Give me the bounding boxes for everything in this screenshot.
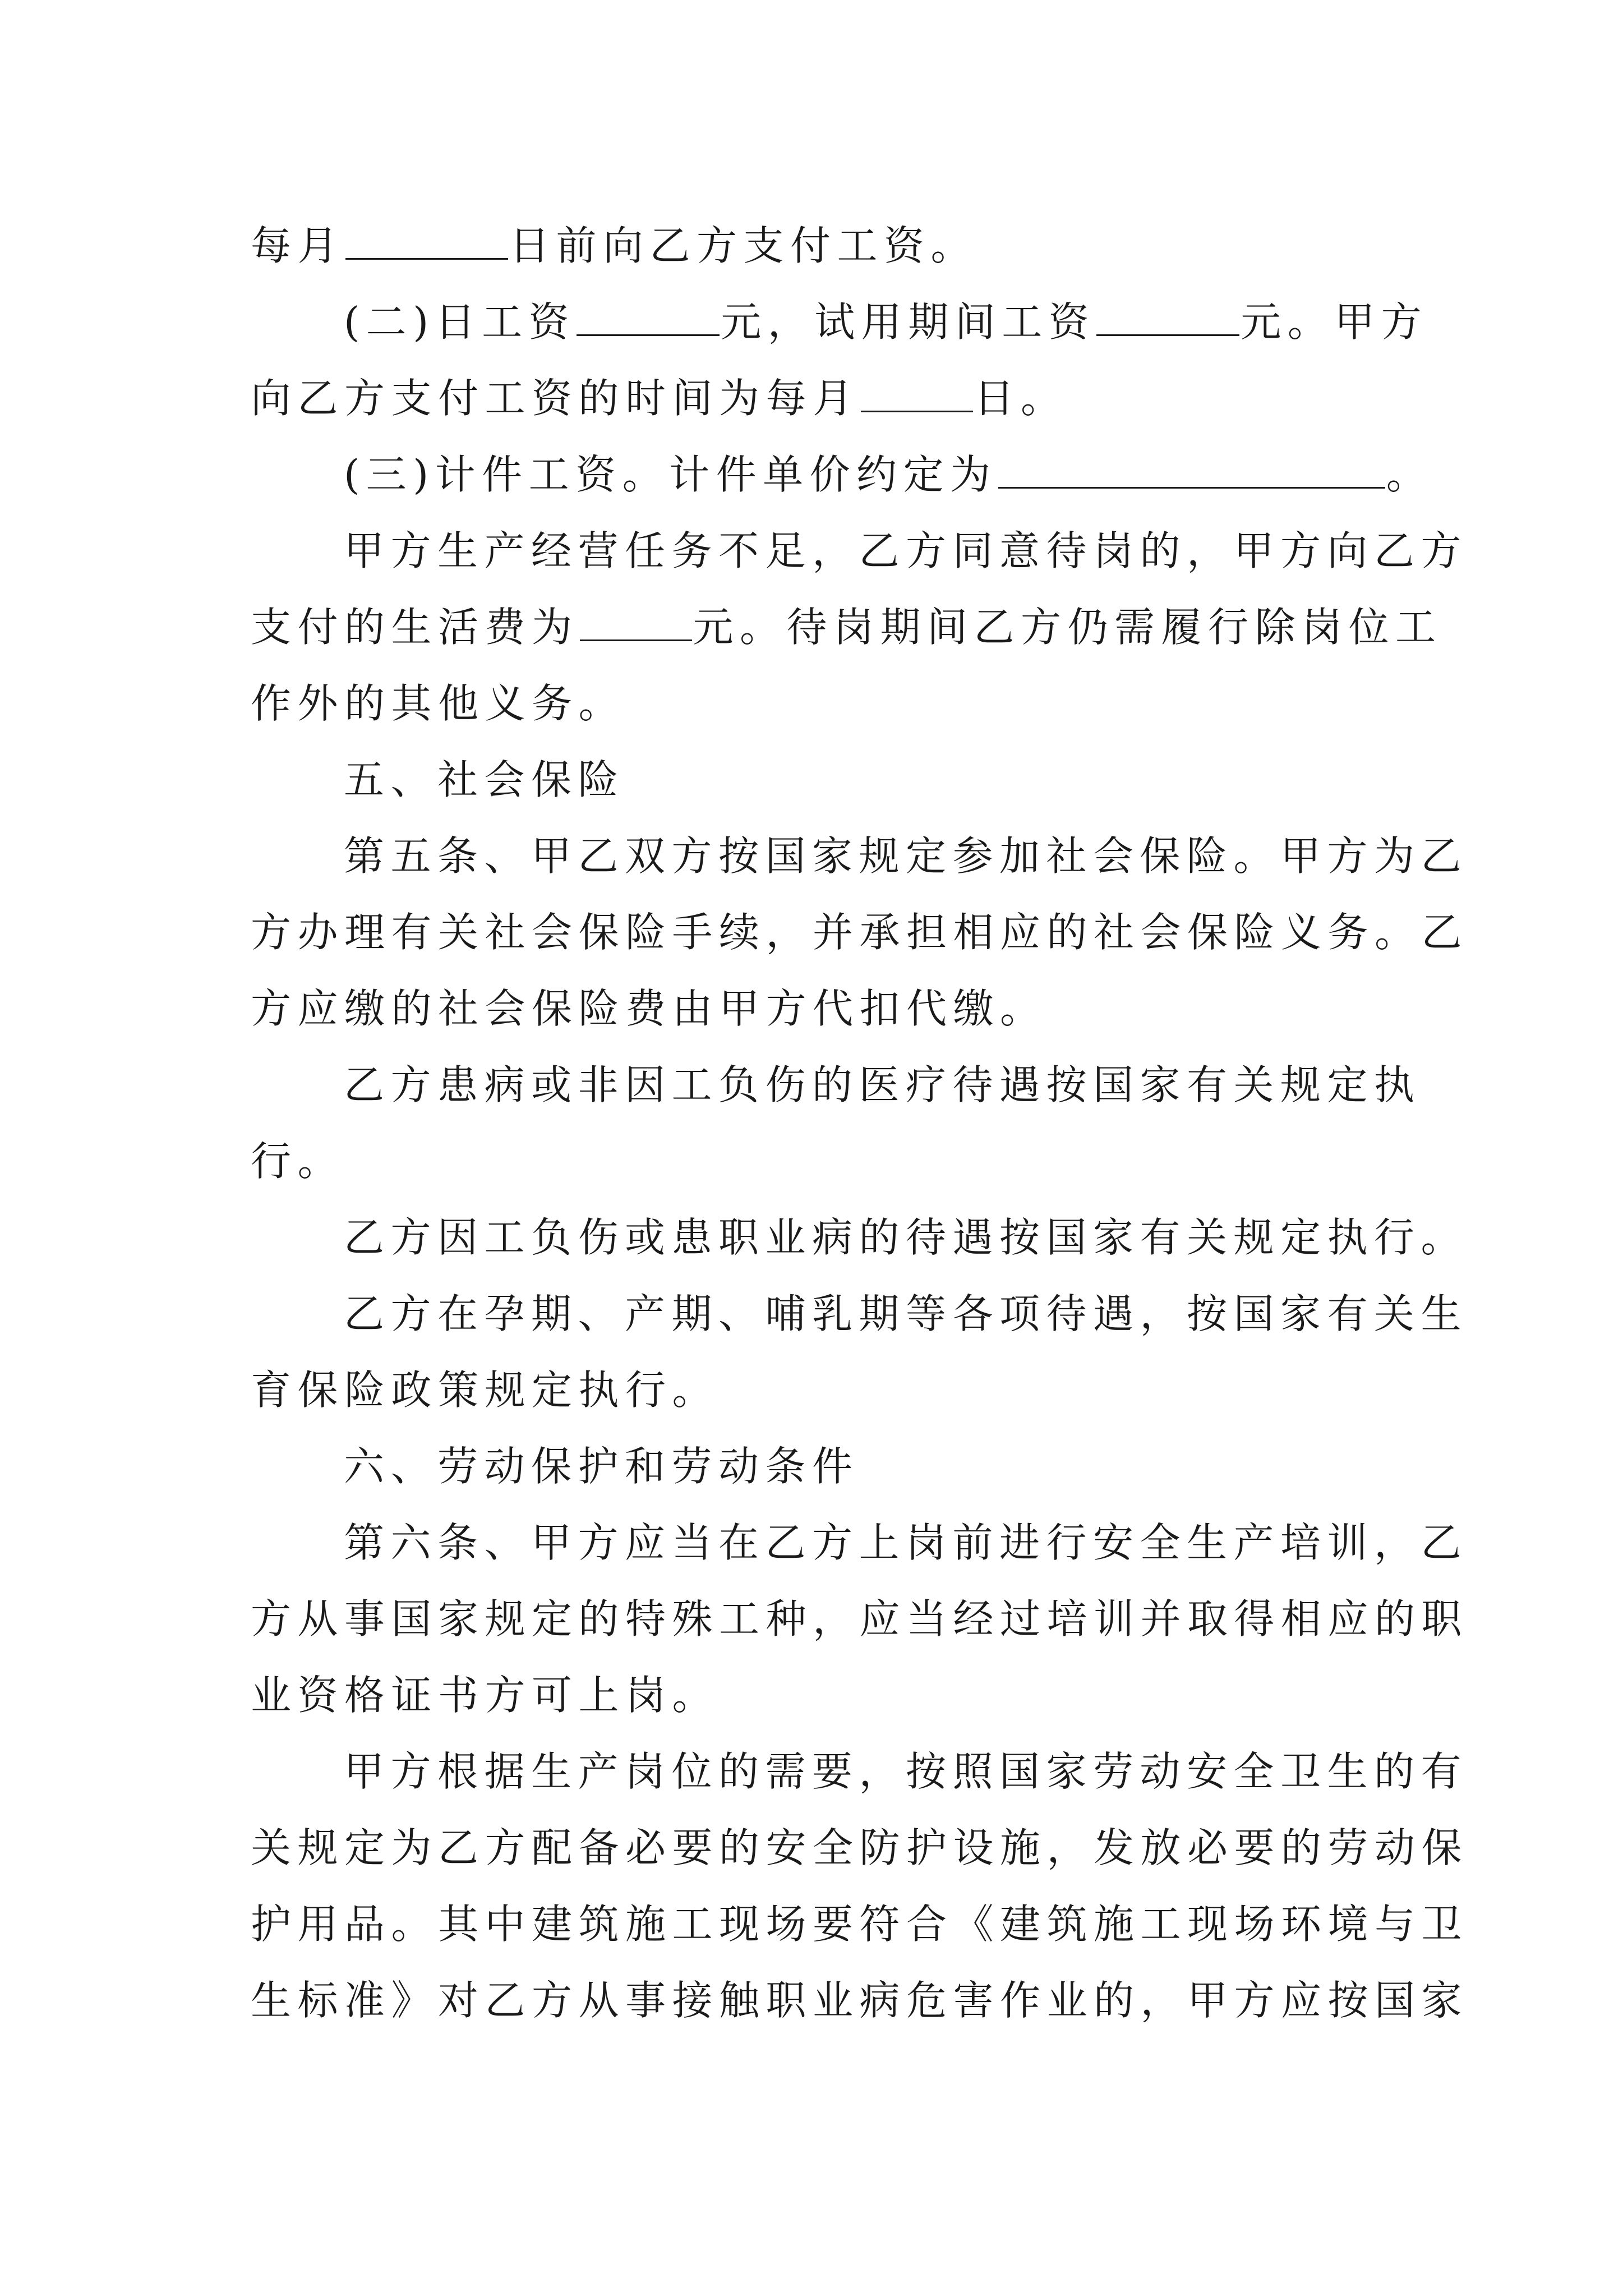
fill-blank <box>1096 302 1239 336</box>
text-segment: 向乙方支付工资的时间为每月 <box>251 375 860 422</box>
text-segment: 元。甲方 <box>1241 298 1428 346</box>
text-line: 关规定为乙方配备必要的安全防护设施，发放必要的劳动保 <box>251 1824 1469 1871</box>
fill-blank <box>345 226 508 260</box>
fill-blank <box>998 454 1385 489</box>
fill-blank <box>577 302 720 336</box>
text-segment: 日。 <box>974 375 1068 422</box>
text-segment: 。 <box>1386 451 1433 498</box>
fill-blank <box>861 378 973 412</box>
document-body <box>251 208 1469 2039</box>
text-line: 乙方因工负伤或患职业病的待遇按国家有关规定执行。 <box>344 1214 1468 1261</box>
text-segment: (二)日工资 <box>344 298 576 346</box>
text-line: 乙方在孕期、产期、哺乳期等各项待遇，按国家有关生 <box>344 1290 1468 1337</box>
fill-blank <box>580 607 692 641</box>
text-segment: (三)计件工资。计件单价约定为 <box>344 451 997 498</box>
text-line: 方应缴的社会保险费由甲方代扣代缴。 <box>251 985 1047 1032</box>
text-line <box>251 436 1433 513</box>
text-line <box>251 284 1428 360</box>
text-segment: 元，试用期间工资 <box>721 298 1096 346</box>
section-heading: 五、社会保险 <box>344 756 625 803</box>
text-segment: 每月 <box>251 222 345 269</box>
text-segment: 日前向乙方支付工资。 <box>509 222 978 269</box>
text-line: 作外的其他义务。 <box>251 680 626 727</box>
text-line: 甲方根据生产岗位的需要，按照国家劳动安全卫生的有 <box>344 1748 1468 1795</box>
text-segment: 元。待岗期间乙方仍需履行除岗位工 <box>693 604 1442 651</box>
text-line: 育保险政策规定执行。 <box>251 1366 720 1414</box>
text-line: 第六条、甲方应当在乙方上岗前进行安全生产培训，乙 <box>344 1519 1468 1566</box>
text-line: 甲方生产经营任务不足，乙方同意待岗的，甲方向乙方 <box>344 527 1468 574</box>
text-line: 第五条、甲乙双方按国家规定参加社会保险。甲方为乙 <box>344 832 1468 880</box>
text-line: 生标准》对乙方从事接触职业病危害作业的，甲方应按国家 <box>251 1977 1469 2024</box>
text-line <box>251 360 1372 436</box>
section-heading: 六、劳动保护和劳动条件 <box>344 1443 859 1490</box>
text-segment: 支付的生活费为 <box>251 604 579 651</box>
text-line: 乙方患病或非因工负伤的医疗待遇按国家有关规定执 <box>344 1061 1421 1108</box>
text-line: 行。 <box>251 1138 345 1185</box>
text-line: 方从事国家规定的特殊工种，应当经过培训并取得相应的职 <box>251 1595 1469 1642</box>
text-line: 护用品。其中建筑施工现场要符合《建筑施工现场环境与卫 <box>251 1901 1469 1948</box>
text-line <box>251 589 1442 665</box>
text-line: 方办理有关社会保险手续，并承担相应的社会保险义务。乙 <box>251 909 1469 956</box>
text-line <box>251 208 1372 284</box>
text-line: 业资格证书方可上岗。 <box>251 1672 720 1719</box>
